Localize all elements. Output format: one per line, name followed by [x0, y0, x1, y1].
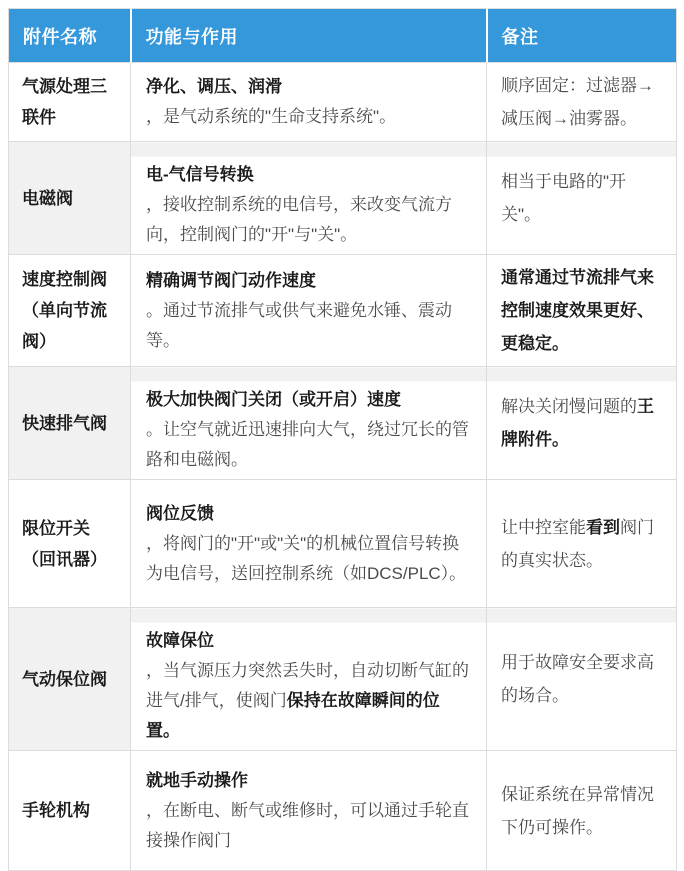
table-row: [9, 751, 677, 871]
bold-text-segment: 看到: [586, 517, 620, 537]
table-body: [9, 63, 677, 871]
function-lead-text: 就地手动操作: [146, 770, 248, 790]
bold-text-segment: 王牌附件。: [501, 397, 654, 449]
function-cell: 净化、调压、润滑 ，是气动系统的"生命支持系统"。: [131, 63, 487, 142]
note-cell: 让中控室能看到阀门的真实状态。: [487, 480, 677, 608]
table-row: [9, 608, 677, 751]
table-row: [9, 480, 677, 608]
function-lead-text: 极大加快阀门关闭（或开启）速度: [146, 390, 401, 409]
function-cell: 电-气信号转换 ，接收控制系统的电信号，来改变气流方向，控制阀门的"开"与"关"。: [131, 142, 487, 255]
col-header-accessory-name: 附件名称: [9, 9, 131, 63]
table-header: [9, 9, 677, 63]
accessory-name-cell: 限位开关（回讯器）: [9, 480, 131, 608]
note-cell: 顺序固定：过滤器→减压阀→油雾器。: [487, 63, 677, 142]
note-cell: 保证系统在异常情况下仍可操作。: [487, 751, 677, 871]
col-header-notes: 备注: [487, 9, 677, 63]
table-row: [9, 142, 677, 255]
table-row: [9, 255, 677, 367]
function-lead-text: 净化、调压、润滑: [146, 77, 282, 96]
bold-text-segment: 保持在故障瞬间的位置。: [146, 691, 440, 740]
accessory-name-cell: 电磁阀: [9, 142, 131, 255]
accessory-name-cell: 气源处理三联件: [9, 63, 131, 142]
accessory-name-cell: 速度控制阀（单向节流阀）: [9, 255, 131, 367]
bold-text-segment: 通常通过节流排气来控制速度效果更好、更稳定。: [501, 268, 654, 353]
accessory-name-cell: 手轮机构: [9, 751, 131, 871]
col-header-function: 功能与作用: [131, 9, 487, 63]
function-cell: 精确调节阀门动作速度 。通过节流排气或供气来避免水锤、震动等。: [131, 255, 487, 367]
note-cell: 解决关闭慢问题的王牌附件。: [487, 367, 677, 480]
table-row: [9, 367, 677, 480]
function-lead-text: 精确调节阀门动作速度: [146, 270, 316, 290]
function-lead-text: 阀位反馈: [146, 503, 214, 523]
accessory-name-cell: 快速排气阀: [9, 367, 131, 480]
function-cell: 就地手动操作 ，在断电、断气或维修时，可以通过手轮直接操作阀门: [131, 751, 487, 871]
accessory-name-cell: 气动保位阀: [9, 608, 131, 751]
valve-accessories-table: [8, 8, 677, 871]
function-lead-text: 电-气信号转换: [146, 165, 254, 184]
note-cell: 相当于电路的"开关"。: [487, 142, 677, 255]
function-cell: 极大加快阀门关闭（或开启）速度 。让空气就近迅速排向大气，绕过冗长的管路和电磁阀。: [131, 367, 487, 480]
function-cell: 故障保位 ，当气源压力突然丢失时，自动切断气缸的进气/排气，使阀门保持在故障瞬间的位置。: [131, 608, 487, 751]
function-cell: 阀位反馈 ，将阀门的"开"或"关"的机械位置信号转换为电信号，送回控制系统（如DCS/PLC）。: [131, 480, 487, 608]
note-cell: [487, 255, 677, 367]
table-row: [9, 63, 677, 142]
note-cell: 用于故障安全要求高的场合。: [487, 608, 677, 751]
header-row: [9, 9, 677, 63]
function-lead-text: 故障保位: [146, 631, 214, 650]
